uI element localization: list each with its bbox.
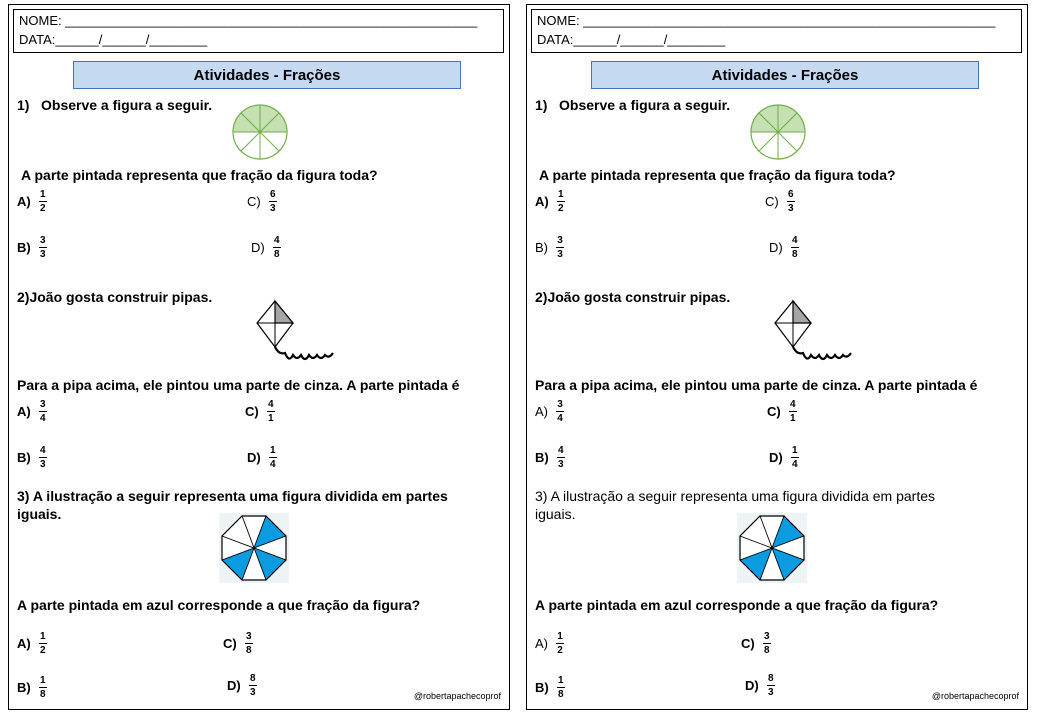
fraction-numerator: 3 xyxy=(763,631,770,642)
option-label: D) xyxy=(227,678,241,693)
option-label: A) xyxy=(535,404,548,419)
fraction-numerator: 1 xyxy=(269,445,276,456)
fraction-denominator: 3 xyxy=(557,249,563,260)
q1-option-a[interactable] xyxy=(535,189,565,214)
q2-option-b[interactable] xyxy=(17,445,47,470)
fraction-denominator: 3 xyxy=(557,459,564,470)
fraction-denominator: 8 xyxy=(245,645,252,656)
nome-line: _________________________________________________________ xyxy=(583,13,996,28)
fraction-denominator: 4 xyxy=(269,459,276,470)
fraction-denominator: 3 xyxy=(767,687,774,698)
q1-option-d[interactable] xyxy=(251,235,281,260)
q3-octagon-figure xyxy=(219,513,289,583)
option-label: A) xyxy=(535,194,549,209)
option-fraction xyxy=(791,445,799,470)
option-fraction xyxy=(557,675,565,700)
fraction-denominator: 8 xyxy=(273,249,280,260)
fraction-numerator: 4 xyxy=(273,235,280,246)
q3-octagon-figure xyxy=(737,513,807,583)
fraction-numerator: 1 xyxy=(39,631,46,642)
option-fraction xyxy=(39,631,47,656)
option-fraction xyxy=(39,235,47,260)
q3-option-d[interactable] xyxy=(745,673,775,698)
option-fraction xyxy=(269,445,277,470)
fraction-numerator: 4 xyxy=(789,399,796,410)
kite-icon xyxy=(773,297,857,367)
q1-option-b[interactable] xyxy=(535,235,564,260)
fraction-numerator: 1 xyxy=(557,189,564,200)
option-label: A) xyxy=(535,636,548,651)
option-fraction xyxy=(556,631,564,656)
q2-option-a[interactable] xyxy=(17,399,47,424)
fraction-numerator: 3 xyxy=(39,399,46,410)
q3-text-line1: 3) A ilustração a seguir representa uma figura dividida em partes xyxy=(17,488,448,504)
fraction-numerator: 8 xyxy=(249,673,256,684)
option-fraction xyxy=(39,675,47,700)
fraction-numerator: 4 xyxy=(557,445,564,456)
fraction-denominator: 2 xyxy=(557,645,563,656)
fraction-denominator: 3 xyxy=(249,687,256,698)
q3-option-a[interactable] xyxy=(535,631,564,656)
fraction-numerator: 3 xyxy=(245,631,252,642)
fraction-denominator: 4 xyxy=(557,413,563,424)
fraction-numerator: 3 xyxy=(557,399,563,410)
option-label: C) xyxy=(247,194,261,209)
worksheet-left xyxy=(8,4,510,710)
q2-text: 2)João gosta construir pipas. xyxy=(535,289,731,305)
q2-option-c[interactable] xyxy=(767,399,797,424)
option-fraction xyxy=(763,631,771,656)
option-label: B) xyxy=(17,240,31,255)
option-label: A) xyxy=(17,636,31,651)
q1-option-c[interactable] xyxy=(765,189,795,214)
fraction-numerator: 8 xyxy=(767,673,774,684)
option-fraction xyxy=(767,673,775,698)
option-fraction xyxy=(791,235,799,260)
data-line: ______/______/________ xyxy=(573,32,726,47)
q2-question: Para a pipa acima, ele pintou uma parte de cinza. A parte pintada é xyxy=(535,377,978,393)
q2-option-a[interactable] xyxy=(535,399,564,424)
data-line: ______/______/________ xyxy=(55,32,208,47)
fraction-denominator: 3 xyxy=(787,203,794,214)
q1-option-a[interactable] xyxy=(17,189,47,214)
q3-option-c[interactable] xyxy=(223,631,253,656)
q3-question: A parte pintada em azul corresponde a que fração da figura? xyxy=(17,597,421,613)
fraction-denominator: 2 xyxy=(39,645,46,656)
q2-option-c[interactable] xyxy=(245,399,275,424)
fraction-numerator: 3 xyxy=(557,235,563,246)
option-fraction xyxy=(245,631,253,656)
fraction-denominator: 8 xyxy=(39,689,46,700)
q3-text-line2: iguais. xyxy=(17,506,62,522)
q2-option-b[interactable] xyxy=(535,445,565,470)
q1-question: A parte pintada representa que fração da figura toda? xyxy=(21,167,378,183)
fraction-denominator: 4 xyxy=(791,459,798,470)
option-label: B) xyxy=(535,240,548,255)
author-credit: @robertapachecoprof xyxy=(931,691,1019,701)
option-fraction xyxy=(267,399,275,424)
data-label: DATA: xyxy=(537,32,574,47)
option-label: C) xyxy=(245,404,259,419)
option-label: D) xyxy=(769,450,783,465)
option-fraction xyxy=(556,235,564,260)
fraction-numerator: 1 xyxy=(557,631,563,642)
option-label: A) xyxy=(17,404,31,419)
fraction-numerator: 6 xyxy=(787,189,794,200)
q1-circle-figure xyxy=(749,103,807,161)
fraction-denominator: 8 xyxy=(791,249,798,260)
option-label: A) xyxy=(17,194,31,209)
fraction-numerator: 1 xyxy=(39,189,46,200)
q3-question: A parte pintada em azul corresponde a que fração da figura? xyxy=(535,597,939,613)
fraction-denominator: 3 xyxy=(39,249,46,260)
option-label: C) xyxy=(223,636,237,651)
q1-circle-figure xyxy=(231,103,289,161)
q3-text-line2: iguais. xyxy=(535,506,576,522)
nome-label: NOME: xyxy=(537,13,580,28)
q1-option-d[interactable] xyxy=(769,235,799,260)
fraction-denominator: 3 xyxy=(269,203,276,214)
fraction-denominator: 8 xyxy=(557,689,564,700)
q3-option-b[interactable] xyxy=(535,675,565,700)
option-fraction xyxy=(39,445,47,470)
q3-option-d[interactable] xyxy=(227,673,257,698)
worksheet-right xyxy=(526,4,1028,710)
option-label: D) xyxy=(251,240,265,255)
fraction-denominator: 2 xyxy=(557,203,564,214)
option-fraction xyxy=(556,399,564,424)
fraction-numerator: 6 xyxy=(269,189,276,200)
fraction-denominator: 2 xyxy=(39,203,46,214)
option-label: D) xyxy=(745,678,759,693)
option-fraction xyxy=(39,399,47,424)
q1-question: A parte pintada representa que fração da figura toda? xyxy=(539,167,896,183)
kite-icon xyxy=(255,297,339,367)
option-label: C) xyxy=(741,636,755,651)
option-label: B) xyxy=(17,680,31,695)
fraction-numerator: 1 xyxy=(557,675,564,686)
q3-text-line1: 3) A ilustração a seguir representa uma figura dividida em partes xyxy=(535,488,935,504)
q1-text: Observe a figura a seguir. xyxy=(559,97,731,113)
q2-option-d[interactable] xyxy=(769,445,799,470)
header-box xyxy=(13,9,504,53)
q1-number: 1) xyxy=(535,97,548,113)
option-fraction xyxy=(249,673,257,698)
nome-line: _________________________________________________________ xyxy=(65,13,478,28)
q2-question: Para a pipa acima, ele pintou uma parte de cinza. A parte pintada é xyxy=(17,377,460,393)
q3-option-c[interactable] xyxy=(741,631,771,656)
option-label: D) xyxy=(247,450,261,465)
q2-text: 2)João gosta construir pipas. xyxy=(17,289,213,305)
q3-option-b[interactable] xyxy=(17,675,47,700)
option-fraction xyxy=(273,235,281,260)
option-label: C) xyxy=(767,404,781,419)
fraction-denominator: 1 xyxy=(267,413,274,424)
option-label: B) xyxy=(535,450,549,465)
fraction-denominator: 8 xyxy=(763,645,770,656)
q3-option-a[interactable] xyxy=(17,631,47,656)
fraction-numerator: 3 xyxy=(39,235,46,246)
q1-option-c[interactable] xyxy=(247,189,277,214)
fraction-numerator: 4 xyxy=(39,445,46,456)
fraction-numerator: 1 xyxy=(39,675,46,686)
option-fraction xyxy=(789,399,797,424)
worksheet-title: Atividades - Frações xyxy=(591,61,979,89)
fraction-denominator: 1 xyxy=(789,413,796,424)
data-label: DATA: xyxy=(19,32,56,47)
author-credit: @robertapachecoprof xyxy=(413,691,501,701)
fraction-numerator: 4 xyxy=(267,399,274,410)
worksheet-title: Atividades - Frações xyxy=(73,61,461,89)
option-label: B) xyxy=(535,680,549,695)
q1-number: 1) xyxy=(17,97,30,113)
fraction-denominator: 4 xyxy=(39,413,46,424)
nome-label: NOME: xyxy=(19,13,62,28)
header-box xyxy=(531,9,1022,53)
fraction-denominator: 3 xyxy=(39,459,46,470)
q1-option-b[interactable] xyxy=(17,235,47,260)
q1-text: Observe a figura a seguir. xyxy=(41,97,213,113)
fraction-numerator: 1 xyxy=(791,445,798,456)
option-fraction xyxy=(269,189,277,214)
fraction-numerator: 4 xyxy=(791,235,798,246)
q2-option-d[interactable] xyxy=(247,445,277,470)
option-fraction xyxy=(557,445,565,470)
option-fraction xyxy=(557,189,565,214)
option-label: D) xyxy=(769,240,783,255)
option-label: B) xyxy=(17,450,31,465)
option-fraction xyxy=(787,189,795,214)
option-label: C) xyxy=(765,194,779,209)
option-fraction xyxy=(39,189,47,214)
